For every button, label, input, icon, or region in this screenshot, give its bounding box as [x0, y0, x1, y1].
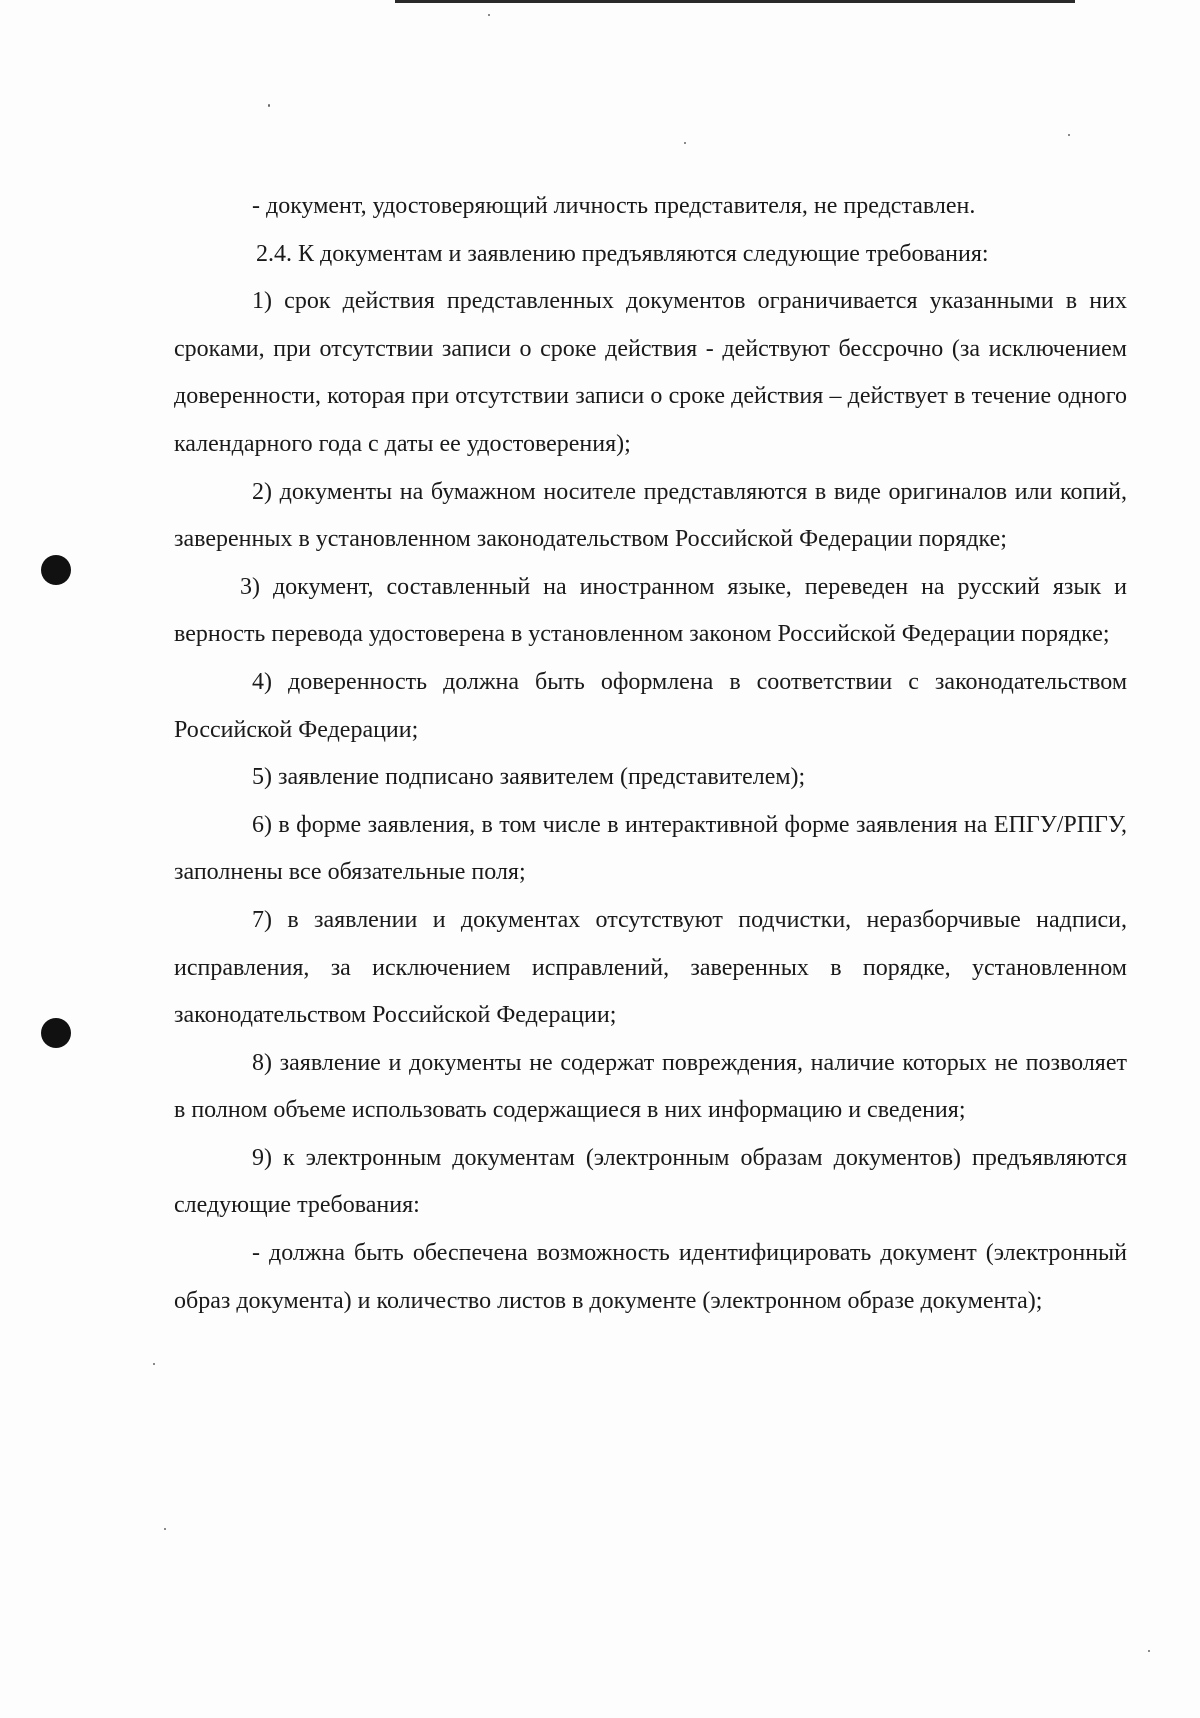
body-text	[174, 183, 1127, 1325]
paragraph-item-7: 7) в заявлении и документах отсутствуют подчистки, неразборчивые надписи, исправления, за исключением исправлений, заверенных в порядке, установленном законодательством Российской Федерации;	[174, 906, 1127, 1029]
punch-hole-lower	[41, 1018, 71, 1048]
paragraph-item-4: 4) доверенность должна быть оформлена в соответствии с законодательством Российской Федерации;	[174, 668, 1127, 743]
paragraph-item-5: 5) заявление подписано заявителем (представителем);	[252, 764, 806, 791]
scan-speck	[268, 104, 270, 107]
scan-speck	[164, 1528, 166, 1530]
scan-speck	[684, 142, 686, 144]
punch-hole-upper	[41, 555, 71, 585]
scan-speck	[1148, 1650, 1150, 1652]
paragraph-item-9: 9) к электронным документам (электронным образам документов) предъявляются следующие требования:	[174, 1144, 1127, 1219]
paragraph-item-6: 6) в форме заявления, в том числе в интерактивной форме заявления на ЕПГУ/РПГУ, заполнены все обязательные поля;	[174, 811, 1127, 886]
paragraph-item-2: 2) документы на бумажном носителе представляются в виде оригиналов или копий, заверенных в установленном законодательством Российской Федерации порядке;	[174, 478, 1127, 553]
top-edge-line	[395, 0, 1075, 3]
paragraph-representative-id: - документ, удостоверяющий личность представителя, не представлен.	[252, 193, 976, 219]
scan-speck	[488, 14, 490, 16]
scan-speck	[1068, 134, 1070, 136]
paragraph-item-1: 1) срок действия представленных документов ограничивается указанными в них сроками, при отсутствии записи о сроке действия - действуют бессрочно (за исключением доверенности, которая при отсутствии записи о сроке действия – действует в течение одного календарного года с даты ее удостоверения);	[174, 288, 1127, 457]
paragraph-electronic-doc-requirement: - должна быть обеспечена возможность идентифицировать документ (электронный образ документа) и количество листов в документе (электронном образе документа);	[174, 1240, 1127, 1314]
paragraph-item-3: 3) документ, составленный на иностранном языке, переведен на русский язык и верность перевода удостоверена в установленном законом Российской Федерации порядке;	[174, 573, 1127, 648]
scan-speck	[153, 1363, 155, 1365]
paragraph-requirements-heading: 2.4. К документам и заявлению предъявляются следующие требования:	[256, 240, 989, 267]
paragraph-item-8: 8) заявление и документы не содержат повреждения, наличие которых не позволяет в полном объеме использовать содержащиеся в них информацию и сведения;	[174, 1049, 1127, 1124]
